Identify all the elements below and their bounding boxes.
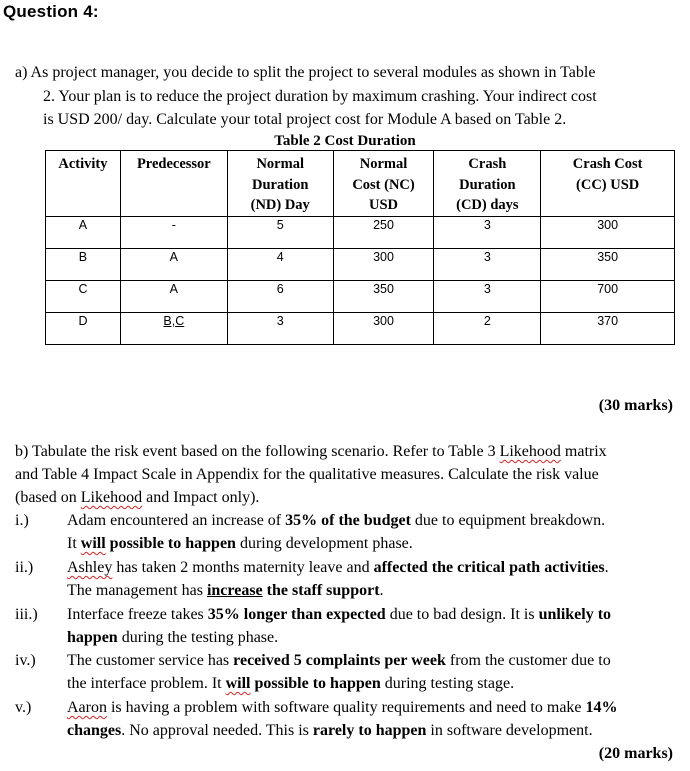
cell-activity: D xyxy=(46,313,121,345)
table-header-row xyxy=(46,151,675,217)
cell-normal-duration: 5 xyxy=(227,217,333,249)
header-predecessor: Predecessor xyxy=(120,151,227,217)
cell-predecessor xyxy=(120,313,227,345)
item-line: The management has increase the staff support. xyxy=(67,582,384,599)
cell-crash-cost: 700 xyxy=(541,281,675,313)
question-heading: Question 4: xyxy=(3,2,99,21)
item-line: Ashley has taken 2 months maternity leave and affected the critical path activities. xyxy=(67,559,609,576)
cell-crash-duration: 3 xyxy=(434,249,541,281)
cell-crash-cost: 300 xyxy=(541,217,675,249)
cell-crash-cost: 370 xyxy=(541,313,675,345)
table-row xyxy=(46,281,675,313)
cell-normal-cost: 300 xyxy=(333,249,434,281)
cost-duration-table xyxy=(45,150,675,345)
cell-activity: C xyxy=(46,281,121,313)
part-b-line-2: and Table 4 Impact Scale in Appendix for the qualitative measures. Calculate the risk value xyxy=(15,466,599,483)
item-number: i.) xyxy=(15,512,29,529)
item-number: ii.) xyxy=(15,559,34,576)
table-row xyxy=(46,249,675,281)
cell-predecessor: A xyxy=(120,249,227,281)
item-line: the interface problem. It will possible to happen during testing stage. xyxy=(67,675,515,692)
part-b-line-1: b) Tabulate the risk event based on the following scenario. Refer to Table 3 Likehood matrix xyxy=(15,443,607,460)
cell-normal-duration: 3 xyxy=(227,313,333,345)
cell-normal-duration: 4 xyxy=(227,249,333,281)
table-caption: Table 2 Cost Duration xyxy=(274,133,416,149)
header-normal-duration: Normal Duration (ND) Day xyxy=(227,151,333,217)
item-line: It will possible to happen during development phase. xyxy=(67,535,413,552)
cell-crash-duration: 3 xyxy=(434,217,541,249)
part-a-line-2: 2. Your plan is to reduce the project duration by maximum crashing. Your indirect cost xyxy=(43,88,597,105)
item-line: happen during the testing phase. xyxy=(67,629,279,646)
cell-crash-cost: 350 xyxy=(541,249,675,281)
header-crash-duration: Crash Duration (CD) days xyxy=(434,151,541,217)
table-row xyxy=(46,313,675,345)
part-a-line-1: a) As project manager, you decide to split the project to several modules as shown in Table xyxy=(15,64,596,81)
item-line: The customer service has received 5 complaints per week from the customer due to xyxy=(67,652,611,669)
item-line: Aaron is having a problem with software quality requirements and need to make 14% xyxy=(67,699,618,716)
header-normal-cost: Normal Cost (NC) USD xyxy=(333,151,434,217)
cell-normal-cost: 300 xyxy=(333,313,434,345)
item-line: changes. No approval needed. This is rarely to happen in software development. xyxy=(67,722,593,739)
predecessor-bc: B,C xyxy=(163,314,185,328)
item-number: v.) xyxy=(15,699,32,716)
header-crash-cost: Crash Cost (CC) USD xyxy=(541,151,675,217)
part-a-line-3: is USD 200/ day. Calculate your total project cost for Module A based on Table 2. xyxy=(43,111,567,128)
cell-normal-duration: 6 xyxy=(227,281,333,313)
cell-activity: A xyxy=(46,217,121,249)
item-number: iii.) xyxy=(15,606,38,623)
cell-normal-cost: 250 xyxy=(333,217,434,249)
item-number: iv.) xyxy=(15,652,36,669)
header-activity: Activity xyxy=(46,151,121,217)
part-a-marks: (30 marks) xyxy=(598,397,673,414)
cell-crash-duration: 2 xyxy=(434,313,541,345)
cell-predecessor: A xyxy=(120,281,227,313)
cell-predecessor: - xyxy=(120,217,227,249)
part-b-line-3: (based on Likehood and Impact only). xyxy=(15,489,260,506)
item-line: Interface freeze takes 35% longer than expected due to bad design. It is unlikely to xyxy=(67,606,612,623)
table-row xyxy=(46,217,675,249)
item-line: Adam encountered an increase of 35% of the budget due to equipment breakdown. xyxy=(67,512,606,529)
cell-crash-duration: 3 xyxy=(434,281,541,313)
cell-normal-cost: 350 xyxy=(333,281,434,313)
part-b-marks: (20 marks) xyxy=(598,745,673,762)
cell-activity: B xyxy=(46,249,121,281)
